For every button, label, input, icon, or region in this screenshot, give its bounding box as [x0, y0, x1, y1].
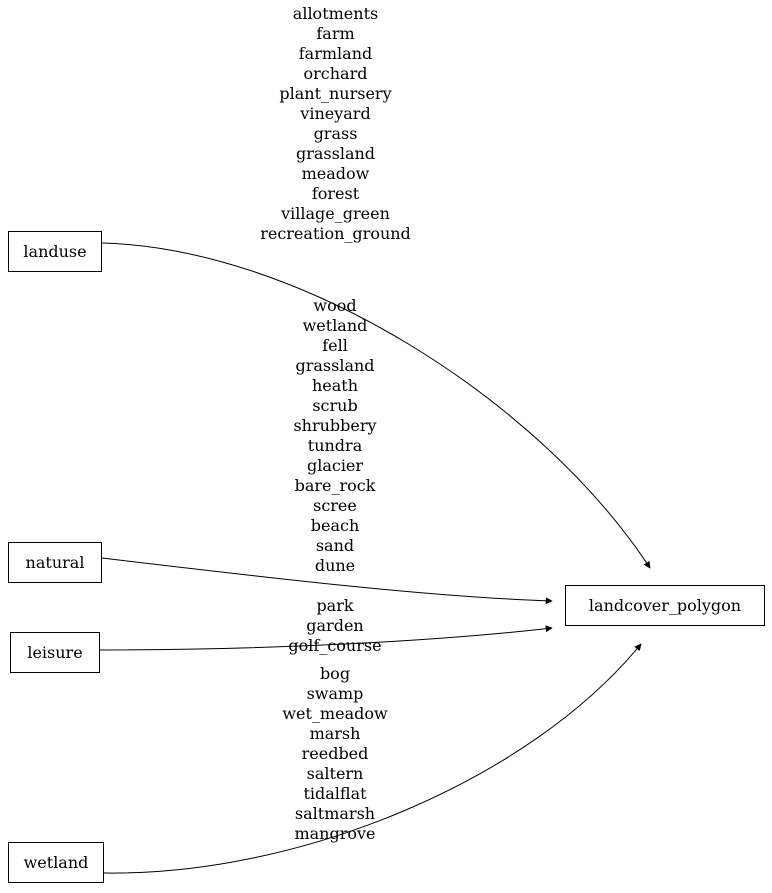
edge-label: farmland — [298, 44, 373, 63]
edge-label: grass — [313, 124, 358, 143]
edge-label-group-natural — [285, 296, 385, 576]
edge-label: wetland — [302, 316, 368, 335]
edge-label: marsh — [309, 724, 361, 743]
node-landcover-polygon-label: landcover_polygon — [588, 595, 742, 615]
edge-label: garden — [306, 616, 364, 635]
edge-label: bog — [319, 664, 351, 683]
node-leisure-label: leisure — [27, 642, 83, 662]
edge-label-group-leisure — [281, 596, 389, 656]
edge-label: reedbed — [301, 744, 369, 763]
node-wetland-label: wetland — [23, 852, 89, 872]
node-landuse[interactable] — [8, 231, 102, 272]
edge-label: forest — [311, 184, 360, 203]
edge-label: allotments — [292, 4, 379, 23]
edge-label: golf_course — [288, 636, 382, 655]
edge-label: grassland — [295, 144, 376, 163]
edge-label: shrubbery — [293, 416, 377, 435]
node-landuse-label: landuse — [23, 241, 87, 261]
edge-label: tidalflat — [303, 784, 367, 803]
edge-label: heath — [311, 376, 359, 395]
edge-label: wet_meadow — [282, 704, 388, 723]
node-natural[interactable] — [8, 542, 102, 583]
edge-label: village_green — [281, 204, 390, 223]
node-natural-label: natural — [25, 552, 85, 572]
edge-label: wood — [313, 296, 357, 315]
node-leisure[interactable] — [10, 632, 100, 673]
edge-label: park — [316, 596, 354, 615]
edge-label: swamp — [306, 684, 364, 703]
edge-label-group-landuse — [247, 4, 424, 244]
edge-label-group-wetland — [273, 664, 397, 844]
edge-label: scree — [313, 496, 357, 515]
edge-label: beach — [310, 516, 360, 535]
edge-label: scrub — [312, 396, 358, 415]
edge-label: saltmarsh — [294, 804, 376, 823]
edge-label: saltern — [306, 764, 364, 783]
edge-label: tundra — [307, 436, 363, 455]
edge-label: farm — [316, 24, 355, 43]
edge-label: recreation_ground — [260, 224, 411, 243]
node-landcover-polygon[interactable] — [565, 585, 765, 626]
edge-label: fell — [322, 336, 348, 355]
edge-label: grassland — [295, 356, 375, 375]
edge-label: bare_rock — [294, 476, 376, 495]
edge-label: glacier — [306, 456, 364, 475]
edge-label: sand — [315, 536, 355, 555]
edge-label: dune — [314, 556, 356, 575]
edge-label: mangrove — [294, 824, 376, 843]
edge-label: plant_nursery — [279, 84, 392, 103]
edge-label: orchard — [303, 64, 368, 83]
node-wetland[interactable] — [8, 842, 104, 883]
edge-label: meadow — [301, 164, 370, 183]
edge-label: vineyard — [300, 104, 371, 123]
